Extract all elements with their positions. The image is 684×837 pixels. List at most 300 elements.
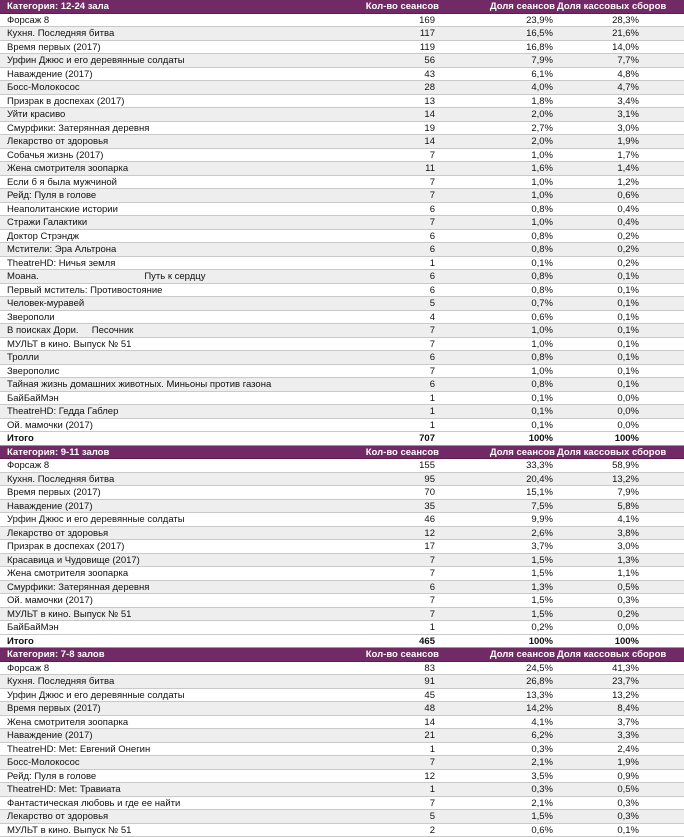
share-box-office: 1,3% [557, 554, 680, 567]
film-title: Время первых (2017) [0, 41, 365, 54]
share-sessions: 6,1% [439, 68, 557, 81]
share-sessions: 13,3% [439, 689, 557, 702]
share-box-office: 3,0% [557, 540, 680, 553]
share-sessions: 0,8% [439, 378, 557, 391]
share-sessions: 1,0% [439, 189, 557, 202]
table-row [0, 189, 684, 203]
share-box-office: 8,4% [557, 702, 680, 715]
table-row [0, 27, 684, 41]
sessions-count: 14 [365, 108, 439, 121]
total-row [0, 432, 684, 446]
category-title: Категория: 12-24 зала [0, 0, 365, 13]
table-row [0, 554, 684, 568]
share-sessions: 1,5% [439, 594, 557, 607]
share-sessions: 0,3% [439, 783, 557, 796]
sessions-count: 7 [365, 567, 439, 580]
share-sessions: 20,4% [439, 473, 557, 486]
sessions-count: 119 [365, 41, 439, 54]
film-title: Урфин Джюс и его деревянные солдаты [0, 689, 365, 702]
film-title: Лекарство от здоровья [0, 527, 365, 540]
film-title: Ой. мамочки (2017) [0, 594, 365, 607]
share-box-office: 4,1% [557, 513, 680, 526]
table-row [0, 459, 684, 473]
sessions-count: 2 [365, 824, 439, 837]
sessions-count: 12 [365, 770, 439, 783]
share-sessions: 0,3% [439, 743, 557, 756]
share-sessions: 1,0% [439, 324, 557, 337]
sessions-count: 83 [365, 662, 439, 675]
share-box-office: 0,6% [557, 189, 680, 202]
sessions-count: 6 [365, 243, 439, 256]
total-label: Итого [0, 432, 365, 445]
sessions-count: 6 [365, 203, 439, 216]
share-box-office: 0,1% [557, 270, 680, 283]
share-sessions: 1,0% [439, 149, 557, 162]
table-row [0, 608, 684, 622]
film-title: Красавица и Чудовище (2017) [0, 554, 365, 567]
film-title: Зверополи [0, 311, 365, 324]
sessions-count: 1 [365, 257, 439, 270]
table-row [0, 297, 684, 311]
column-header-sessions: Кол-во сеансов [365, 446, 439, 459]
share-box-office: 4,8% [557, 68, 680, 81]
share-sessions: 1,3% [439, 581, 557, 594]
film-title: TheatreHD: Met: Травиата [0, 783, 365, 796]
column-header-share-sessions: Доля сеансов [439, 446, 557, 459]
table-row [0, 14, 684, 28]
share-box-office: 0,9% [557, 770, 680, 783]
sessions-count: 5 [365, 810, 439, 823]
share-sessions: 14,2% [439, 702, 557, 715]
sessions-count: 1 [365, 392, 439, 405]
table-row [0, 108, 684, 122]
film-title: Стражи Галактики [0, 216, 365, 229]
table-row [0, 338, 684, 352]
share-sessions: 0,8% [439, 284, 557, 297]
film-title: Жена смотрителя зоопарка [0, 567, 365, 580]
sessions-count: 17 [365, 540, 439, 553]
column-header-share-box-office: Доля кассовых сборов [557, 0, 680, 13]
share-box-office: 3,8% [557, 527, 680, 540]
sessions-count: 21 [365, 729, 439, 742]
share-sessions: 1,0% [439, 176, 557, 189]
share-box-office: 3,1% [557, 108, 680, 121]
share-box-office: 0,5% [557, 581, 680, 594]
sessions-count: 19 [365, 122, 439, 135]
share-sessions: 1,6% [439, 162, 557, 175]
table-row [0, 675, 684, 689]
share-sessions: 0,6% [439, 311, 557, 324]
column-header-sessions: Кол-во сеансов [365, 0, 439, 13]
share-sessions: 1,8% [439, 95, 557, 108]
share-box-office: 0,1% [557, 338, 680, 351]
share-sessions: 3,7% [439, 540, 557, 553]
share-box-office: 4,7% [557, 81, 680, 94]
table-row [0, 405, 684, 419]
table-row [0, 284, 684, 298]
film-title: Время первых (2017) [0, 486, 365, 499]
table-row [0, 540, 684, 554]
share-box-office: 58,9% [557, 459, 680, 472]
share-sessions: 1,5% [439, 608, 557, 621]
share-sessions: 0,8% [439, 270, 557, 283]
share-box-office: 14,0% [557, 41, 680, 54]
film-title: Кухня. Последняя битва [0, 473, 365, 486]
film-title: В поисках Дори. Песочник [0, 324, 365, 337]
table-row [0, 594, 684, 608]
table-row [0, 135, 684, 149]
table-row [0, 783, 684, 797]
sessions-count: 4 [365, 311, 439, 324]
film-title: Моана. Путь к сердцу [0, 270, 365, 283]
total-row [0, 635, 684, 649]
table-row [0, 324, 684, 338]
share-sessions: 2,1% [439, 797, 557, 810]
total-sessions: 707 [365, 432, 439, 445]
share-sessions: 15,1% [439, 486, 557, 499]
film-title: Босс-Молокосос [0, 756, 365, 769]
share-sessions: 0,1% [439, 419, 557, 432]
sessions-count: 56 [365, 54, 439, 67]
total-sessions: 465 [365, 635, 439, 648]
sessions-count: 1 [365, 743, 439, 756]
table-row [0, 68, 684, 82]
film-title: Урфин Джюс и его деревянные солдаты [0, 54, 365, 67]
film-title: МУЛЬТ в кино. Выпуск № 51 [0, 824, 365, 837]
sessions-count: 7 [365, 149, 439, 162]
sessions-count: 46 [365, 513, 439, 526]
film-title: Фантастическая любовь и где ее найти [0, 797, 365, 810]
share-box-office: 0,1% [557, 311, 680, 324]
share-sessions: 0,8% [439, 230, 557, 243]
table-row [0, 743, 684, 757]
column-header-share-sessions: Доля сеансов [439, 648, 557, 661]
column-header-sessions: Кол-во сеансов [365, 648, 439, 661]
sessions-count: 6 [365, 378, 439, 391]
sessions-count: 1 [365, 419, 439, 432]
sessions-count: 6 [365, 351, 439, 364]
sessions-count: 14 [365, 716, 439, 729]
film-title: Форсаж 8 [0, 662, 365, 675]
sessions-count: 13 [365, 95, 439, 108]
table-row [0, 621, 684, 635]
table-row [0, 95, 684, 109]
category-title: Категория: 9-11 залов [0, 446, 365, 459]
sessions-count: 5 [365, 297, 439, 310]
table-row [0, 162, 684, 176]
share-sessions: 4,0% [439, 81, 557, 94]
share-sessions: 0,8% [439, 203, 557, 216]
share-sessions: 9,9% [439, 513, 557, 526]
total-share-sessions: 100% [439, 635, 557, 648]
table-row [0, 702, 684, 716]
total-share-sessions: 100% [439, 432, 557, 445]
share-box-office: 0,2% [557, 257, 680, 270]
share-sessions: 2,6% [439, 527, 557, 540]
share-box-office: 1,2% [557, 176, 680, 189]
category-header [0, 648, 684, 662]
share-box-office: 1,7% [557, 149, 680, 162]
table-row [0, 81, 684, 95]
share-box-office: 0,2% [557, 608, 680, 621]
sessions-count: 1 [365, 405, 439, 418]
film-title: Рейд: Пуля в голове [0, 189, 365, 202]
table-row [0, 770, 684, 784]
share-box-office: 0,1% [557, 351, 680, 364]
share-box-office: 0,5% [557, 783, 680, 796]
share-box-office: 0,1% [557, 324, 680, 337]
film-title: БайБайМэн [0, 392, 365, 405]
film-title: Если б я была мужчиной [0, 176, 365, 189]
share-sessions: 0,2% [439, 621, 557, 634]
share-box-office: 0,3% [557, 810, 680, 823]
film-title: Босс-Молокосос [0, 81, 365, 94]
sessions-count: 6 [365, 230, 439, 243]
share-sessions: 1,0% [439, 216, 557, 229]
film-title: Призрак в доспехах (2017) [0, 540, 365, 553]
table-row [0, 311, 684, 325]
share-box-office: 0,2% [557, 243, 680, 256]
table-row [0, 365, 684, 379]
film-title: Жена смотрителя зоопарка [0, 162, 365, 175]
film-title: Мстители: Эра Альтрона [0, 243, 365, 256]
share-box-office: 0,1% [557, 284, 680, 297]
sessions-count: 1 [365, 783, 439, 796]
share-box-office: 0,0% [557, 405, 680, 418]
sessions-count: 28 [365, 81, 439, 94]
sessions-count: 7 [365, 365, 439, 378]
share-sessions: 16,8% [439, 41, 557, 54]
share-box-office: 0,0% [557, 392, 680, 405]
share-sessions: 3,5% [439, 770, 557, 783]
category-header [0, 446, 684, 460]
film-title: TheatreHD: Met: Евгений Онегин [0, 743, 365, 756]
sessions-count: 6 [365, 284, 439, 297]
share-box-office: 0,3% [557, 797, 680, 810]
film-title: Наваждение (2017) [0, 729, 365, 742]
share-sessions: 4,1% [439, 716, 557, 729]
share-box-office: 7,7% [557, 54, 680, 67]
share-box-office: 23,7% [557, 675, 680, 688]
share-box-office: 0,4% [557, 216, 680, 229]
table-row [0, 473, 684, 487]
share-box-office: 0,1% [557, 824, 680, 837]
film-title: Лекарство от здоровья [0, 135, 365, 148]
film-title: Кухня. Последняя битва [0, 27, 365, 40]
share-box-office: 0,0% [557, 621, 680, 634]
film-title: Тролли [0, 351, 365, 364]
film-title: Форсаж 8 [0, 14, 365, 27]
table-row [0, 351, 684, 365]
share-sessions: 7,9% [439, 54, 557, 67]
table-row [0, 270, 684, 284]
share-box-office: 3,4% [557, 95, 680, 108]
share-sessions: 0,8% [439, 243, 557, 256]
table-row [0, 41, 684, 55]
table-row [0, 243, 684, 257]
share-sessions: 0,7% [439, 297, 557, 310]
table-row [0, 729, 684, 743]
share-box-office: 1,9% [557, 135, 680, 148]
film-title: Собачья жизнь (2017) [0, 149, 365, 162]
share-sessions: 0,1% [439, 257, 557, 270]
film-title: TheatreHD: Ничья земля [0, 257, 365, 270]
sessions-count: 7 [365, 189, 439, 202]
sessions-count: 155 [365, 459, 439, 472]
film-title: Первый мститель: Противостояние [0, 284, 365, 297]
share-box-office: 2,4% [557, 743, 680, 756]
share-box-office: 28,3% [557, 14, 680, 27]
total-share-box-office: 100% [557, 432, 680, 445]
table-row [0, 216, 684, 230]
table-row [0, 810, 684, 824]
share-sessions: 23,9% [439, 14, 557, 27]
table-row [0, 257, 684, 271]
total-share-box-office: 100% [557, 635, 680, 648]
column-header-share-box-office: Доля кассовых сборов [557, 446, 680, 459]
share-box-office: 41,3% [557, 662, 680, 675]
sessions-count: 11 [365, 162, 439, 175]
sessions-count: 7 [365, 324, 439, 337]
sessions-count: 169 [365, 14, 439, 27]
share-sessions: 1,5% [439, 810, 557, 823]
share-box-office: 3,0% [557, 122, 680, 135]
table-row [0, 689, 684, 703]
table-row [0, 176, 684, 190]
film-title: Форсаж 8 [0, 459, 365, 472]
film-title: МУЛЬТ в кино. Выпуск № 51 [0, 338, 365, 351]
sessions-count: 7 [365, 608, 439, 621]
share-box-office: 1,1% [557, 567, 680, 580]
film-title: Кухня. Последняя битва [0, 675, 365, 688]
table-row [0, 716, 684, 730]
sessions-count: 48 [365, 702, 439, 715]
column-header-share-sessions: Доля сеансов [439, 0, 557, 13]
share-box-office: 0,1% [557, 297, 680, 310]
sessions-count: 6 [365, 270, 439, 283]
sessions-count: 43 [365, 68, 439, 81]
table-row [0, 824, 684, 837]
sessions-count: 35 [365, 500, 439, 513]
film-title: Наваждение (2017) [0, 68, 365, 81]
table-row [0, 392, 684, 406]
share-sessions: 16,5% [439, 27, 557, 40]
sessions-count: 7 [365, 338, 439, 351]
table-row [0, 54, 684, 68]
share-sessions: 26,8% [439, 675, 557, 688]
sessions-count: 45 [365, 689, 439, 702]
table-row [0, 378, 684, 392]
film-title: Доктор Стрэндж [0, 230, 365, 243]
table-row [0, 567, 684, 581]
sessions-count: 7 [365, 594, 439, 607]
table-row [0, 797, 684, 811]
film-title: МУЛЬТ в кино. Выпуск № 51 [0, 608, 365, 621]
film-title: БайБайМэн [0, 621, 365, 634]
total-label: Итого [0, 635, 365, 648]
film-title: Жена смотрителя зоопарка [0, 716, 365, 729]
table-row [0, 203, 684, 217]
table-row [0, 527, 684, 541]
table-row [0, 486, 684, 500]
sessions-count: 6 [365, 581, 439, 594]
share-sessions: 2,0% [439, 135, 557, 148]
film-title: Зверополис [0, 365, 365, 378]
share-sessions: 0,1% [439, 392, 557, 405]
share-box-office: 0,0% [557, 419, 680, 432]
share-sessions: 2,1% [439, 756, 557, 769]
table-row [0, 149, 684, 163]
share-sessions: 1,5% [439, 567, 557, 580]
share-sessions: 1,0% [439, 338, 557, 351]
sessions-count: 7 [365, 216, 439, 229]
sessions-count: 7 [365, 756, 439, 769]
share-box-office: 0,1% [557, 378, 680, 391]
film-title: Человек-муравей [0, 297, 365, 310]
table-row [0, 122, 684, 136]
sessions-count: 70 [365, 486, 439, 499]
table-row [0, 581, 684, 595]
sessions-count: 7 [365, 176, 439, 189]
film-title: Урфин Джюс и его деревянные солдаты [0, 513, 365, 526]
share-box-office: 0,1% [557, 365, 680, 378]
film-title: TheatreHD: Гедда Габлер [0, 405, 365, 418]
share-sessions: 1,5% [439, 554, 557, 567]
sessions-count: 12 [365, 527, 439, 540]
table-row [0, 513, 684, 527]
film-title: Ой. мамочки (2017) [0, 419, 365, 432]
film-title: Наваждение (2017) [0, 500, 365, 513]
share-box-office: 1,9% [557, 756, 680, 769]
share-box-office: 3,7% [557, 716, 680, 729]
film-title: Призрак в доспехах (2017) [0, 95, 365, 108]
share-box-office: 1,4% [557, 162, 680, 175]
table-row [0, 419, 684, 433]
category-title: Категория: 7-8 залов [0, 648, 365, 661]
table-row [0, 500, 684, 514]
film-title: Лекарство от здоровья [0, 810, 365, 823]
film-title: Тайная жизнь домашних животных. Миньоны против газона [0, 378, 365, 391]
share-sessions: 0,1% [439, 405, 557, 418]
share-sessions: 2,7% [439, 122, 557, 135]
film-title: Неаполитанские истории [0, 203, 365, 216]
film-title: Рейд: Пуля в голове [0, 770, 365, 783]
table-row [0, 662, 684, 676]
film-title: Смурфики: Затерянная деревня [0, 581, 365, 594]
sessions-count: 91 [365, 675, 439, 688]
share-sessions: 6,2% [439, 729, 557, 742]
film-title: Время первых (2017) [0, 702, 365, 715]
share-sessions: 24,5% [439, 662, 557, 675]
share-box-office: 7,9% [557, 486, 680, 499]
film-title: Смурфики: Затерянная деревня [0, 122, 365, 135]
category-header [0, 0, 684, 14]
table-row [0, 756, 684, 770]
table-row [0, 230, 684, 244]
column-header-share-box-office: Доля кассовых сборов [557, 648, 680, 661]
sessions-count: 117 [365, 27, 439, 40]
share-sessions: 1,0% [439, 365, 557, 378]
share-sessions: 0,6% [439, 824, 557, 837]
film-title: Уйти красиво [0, 108, 365, 121]
sessions-count: 95 [365, 473, 439, 486]
sessions-count: 7 [365, 554, 439, 567]
sessions-count: 7 [365, 797, 439, 810]
sessions-count: 1 [365, 621, 439, 634]
share-box-office: 0,4% [557, 203, 680, 216]
share-box-office: 3,3% [557, 729, 680, 742]
share-box-office: 0,3% [557, 594, 680, 607]
